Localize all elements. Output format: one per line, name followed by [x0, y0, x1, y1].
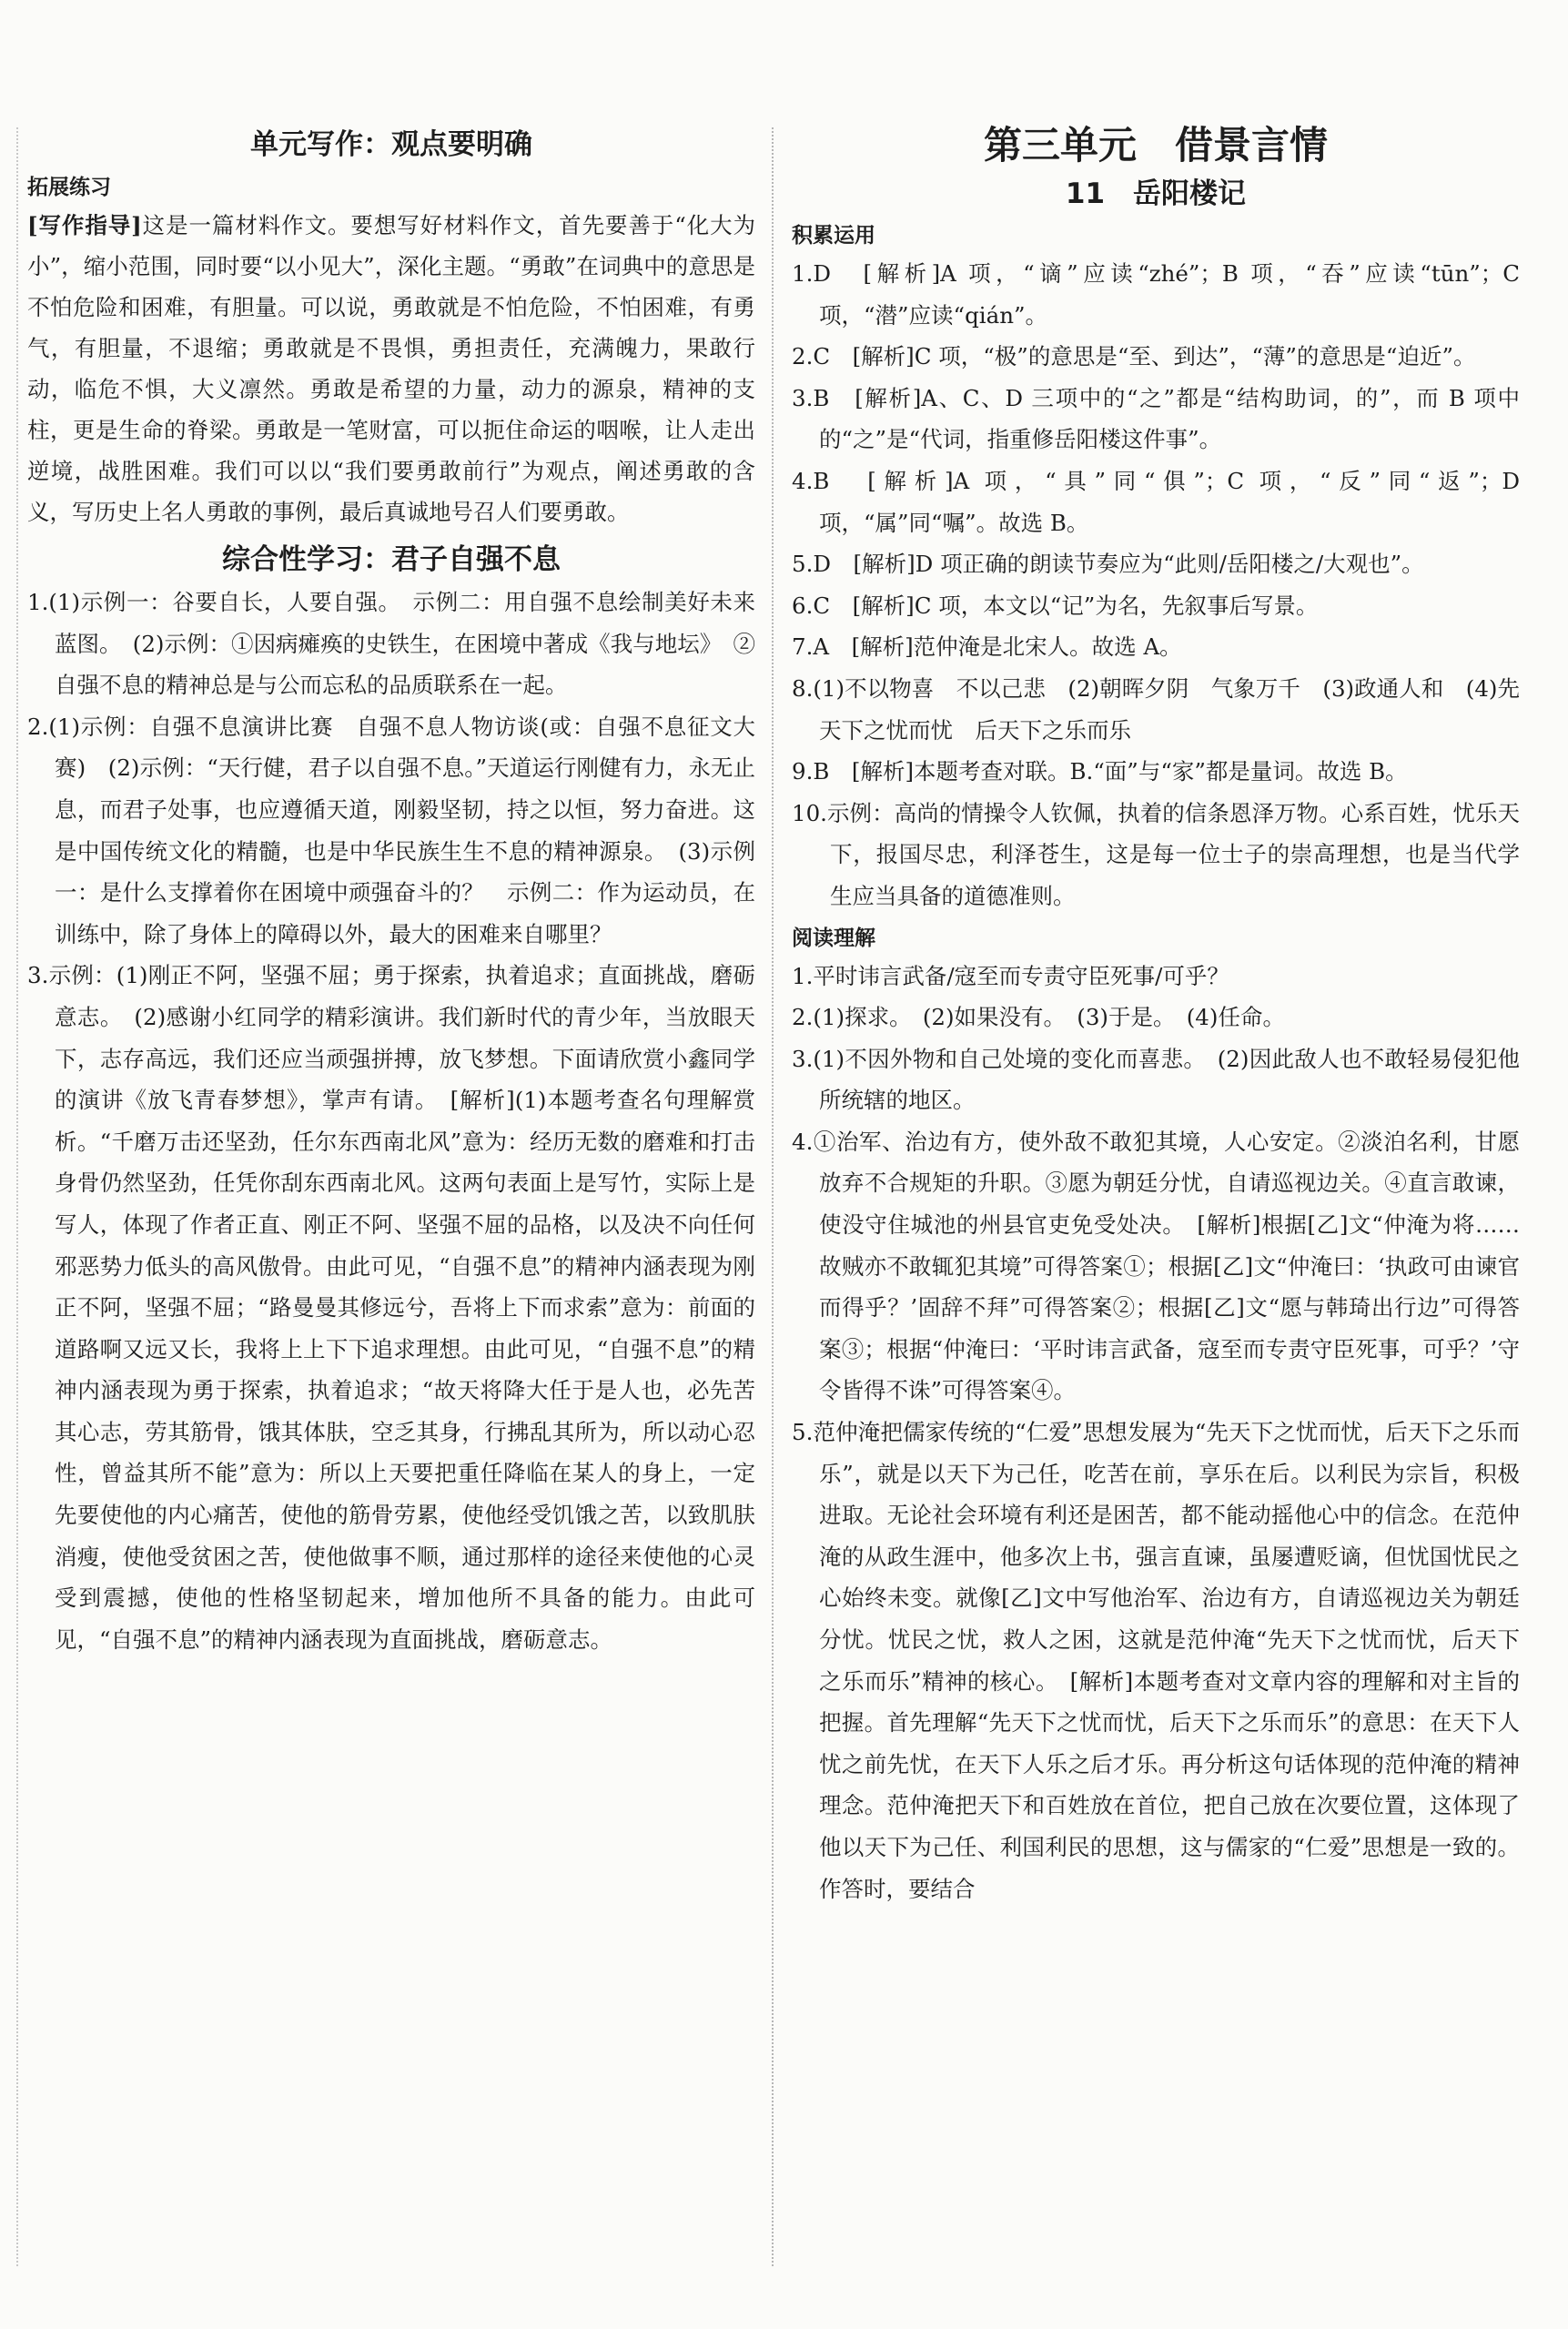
reading-item-4: 4.①治军、治边有方，使外敌不敢犯其境，人心安定。②淡泊名利，甘愿放弃不合规矩的升职。③愿为朝廷分忧，自请巡视边关。④直言敢谏，使没守住城池的州县官吏免受处决。 [解析]根据[乙]文“仲淹为将……故贼亦不敢辄犯其境”可得答案①；根据[乙]文“仲淹曰：‘执政可由谏官而得乎？’固辞不拜”可得答案②；根据[乙]文“愿与韩琦出行边”可得答案③；根据“仲淹曰：‘平时讳言武备，寇至而专责守臣死事，可乎？’守令皆得不诛”可得答案④。 — [792, 1128, 1520, 1404]
writing-subheading: 拓展练习 — [27, 176, 111, 199]
answer-item-8: 8.(1)不以物喜 不以己悲 (2)朝晖夕阴 气象万千 (3)政通人和 (4)先天下之忧而忧 后天下之乐而乐 — [792, 674, 1520, 744]
study-item-1: 1.(1)示例一：谷要自长，人要自强。 示例二：用自强不息绘制美好未来蓝图。 (2)示例：①因病瘫痪的史铁生，在困境中著成《我与地坛》 ②自强不息的精神总是与公而忘私的品质联系在一起。 — [27, 589, 755, 699]
answer-item-1: 1.D [解析]A 项，“谪”应读“zhé”；B 项，“吞”应读“tūn”；C 项，“潜”应读“qián”。 — [792, 260, 1520, 329]
answer-item-7: 7.A [解析]范仲淹是北宋人。故选 A。 — [792, 633, 1182, 661]
answer-item-9: 9.B [解析]本题考查对联。B.“面”与“家”都是量词。故选 B。 — [792, 758, 1408, 785]
reading-item-5: 5.范仲淹把儒家传统的“仁爱”思想发展为“先天下之忧而忧，后天下之乐而乐”，就是以天下为己任，吃苦在前，享乐在后。以利民为宗旨，积极进取。无论社会环境有利还是困苦，都不能动摇他心中的信念。在范仲淹的从政生涯中，他多次上书，强言直谏，虽屡遭贬谪，但忧国忧民之心始终未变。就像[乙]文中写他治军、治边有方，自请巡视边关为朝廷分忧。忧民之忧，救人之困，这就是范仲淹“先天下之忧而忧，后天下之乐而乐”精神的核心。 [解析]本题考查对文章内容的理解和对主旨的把握。首先理解“先天下之忧而忧，后天下之乐而乐”的意思：在天下人忧之前先忧，在天下人乐之后才乐。再分析这句话体现的范仲淹的精神理念。范仲淹把天下和百姓放在首位，把自己放在次要位置，这体现了他以天下为己任、利国利民的思想，这与儒家的“仁爱”思想是一致的。作答时，要结合 — [792, 1419, 1520, 1902]
answer-item-5: 5.D [解析]D 项正确的朗读节奏应为“此则/岳阳楼之/大观也”。 — [792, 551, 1424, 578]
reading-item-1: 1.平时讳言武备/寇至而专责守臣死事/可乎？ — [792, 962, 1229, 989]
right-column — [792, 0, 1520, 2329]
answer-item-2: 2.C [解析]C 项，“极”的意思是“至、到达”，“薄”的意思是“迫近”。 — [792, 343, 1476, 370]
reading-subheading: 阅读理解 — [792, 926, 875, 950]
answer-item-10: 10.示例：高尚的情操令人钦佩，执着的信条恩泽万物。心系百姓，忧乐天下，报国尽忠，利泽苍生，这是每一位士子的崇高理想，也是当代学生应当具备的道德准则。 — [792, 799, 1520, 909]
study-section-title: 综合性学习：君子自强不息 — [222, 543, 561, 576]
writing-guidance-text: 这是一篇材料作文。要想写好材料作文，首先要善于“化大为小”，缩小范围，同时要“以小见大”，深化主题。“勇敢”在词典中的意思是不怕危险和困难，有胆量。可以说，勇敢就是不怕危险，不怕困难，有勇气，有胆量，不退缩；勇敢就是不畏惧，勇担责任，充满魄力，果敢行动，临危不惧，大义凛然。勇敢是希望的力量，动力的源泉，精神的支柱，更是生命的脊梁。勇敢是一笔财富，可以扼住命运的咽喉，让人走出逆境，战胜困难。我们可以以“我们要勇敢前行”为观点，阐述勇敢的含义，写历史上名人勇敢的事例，最后真诚地号召人们要勇敢。 — [27, 212, 755, 525]
writing-guidance — [27, 205, 755, 532]
study-item-3: 3.示例：(1)刚正不阿，坚强不屈；勇于探索，执着追求；直面挑战，磨砺意志。 (2)感谢小红同学的精彩演讲。我们新时代的青少年，当放眼天下，志存高远，我们还应当顽强拼搏，放飞梦想。下面请欣赏小鑫同学的演讲《放飞青春梦想》，掌声有请。 [解析](1)本题考查名句理解赏析。“千磨万击还坚劲，任尔东西南北风”意为：经历无数的磨难和打击身骨仍然坚劲，任凭你刮东西南北风。这两句表面上是写竹，实际上是写人，体现了作者正直、刚正不阿、坚强不屈的品格，以及决不向任何邪恶势力低头的高风傲骨。由此可见，“自强不息”的精神内涵表现为刚正不阿，坚强不屈；“路曼曼其修远兮，吾将上下而求索”意为：前面的道路啊又远又长，我将上上下下追求理想。由此可见，“自强不息”的精神内涵表现为勇于探索，执着追求；“故天将降大任于是人也，必先苦其心志，劳其筋骨，饿其体肤，空乏其身，行拂乱其所为，所以动心忍性，曾益其所不能”意为：所以上天要把重任降临在某人的身上，一定先要使他的内心痛苦，使他的筋骨劳累，使他经受饥饿之苦，以致肌肤消瘦，使他受贫困之苦，使他做事不顺，通过那样的途径来使他的心灵受到震撼，使他的性格坚韧起来，增加他所不具备的能力。由此可见，“自强不息”的精神内涵表现为直面挑战，磨砺意志。 — [27, 962, 755, 1653]
left-margin-rule — [16, 127, 18, 2266]
writing-guidance-tag: [写作指导] — [27, 212, 142, 238]
answer-item-3: 3.B [解析]A、C、D 三项中的“之”都是“结构助词，的”，而 B 项中的“之”是“代词，指重修岳阳楼这件事”。 — [792, 384, 1520, 453]
unit-title: 第三单元 借景言情 — [983, 123, 1328, 167]
lesson-title: 11 岳阳楼记 — [1065, 177, 1247, 210]
left-column — [27, 0, 755, 2329]
answer-item-6: 6.C [解析]C 项，本文以“记”为名，先叙事后写景。 — [792, 592, 1319, 619]
column-divider — [772, 127, 774, 2266]
answer-item-4: 4.B [解析]A 项，“具”同“俱”；C 项，“反”同“返”；D 项，“属”同“嘱”。故选 B。 — [792, 467, 1520, 536]
study-item-2: 2.(1)示例：自强不息演讲比赛 自强不息人物访谈(或：自强不息征文大赛) (2)示例：“天行健，君子以自强不息。”天道运行刚健有力，永无止息，而君子处事，也应遵循天道，刚毅坚韧，持之以恒，努力奋进。这是中国传统文化的精髓，也是中华民族生生不息的精神源泉。 (3)示例一：是什么支撑着你在困境中顽强奋斗的？ 示例二：作为运动员，在训练中，除了身体上的障碍以外，最大的困难来自哪里？ — [27, 713, 755, 947]
reading-item-3: 3.(1)不因外物和自己处境的变化而喜悲。 (2)因此敌人也不敢轻易侵犯他所统辖的地区。 — [792, 1045, 1520, 1114]
reading-item-2: 2.(1)探求。 (2)如果没有。 (3)于是。 (4)任命。 — [792, 1004, 1285, 1031]
writing-section-title: 单元写作：观点要明确 — [250, 128, 532, 161]
accumulation-subheading: 积累运用 — [792, 224, 875, 248]
